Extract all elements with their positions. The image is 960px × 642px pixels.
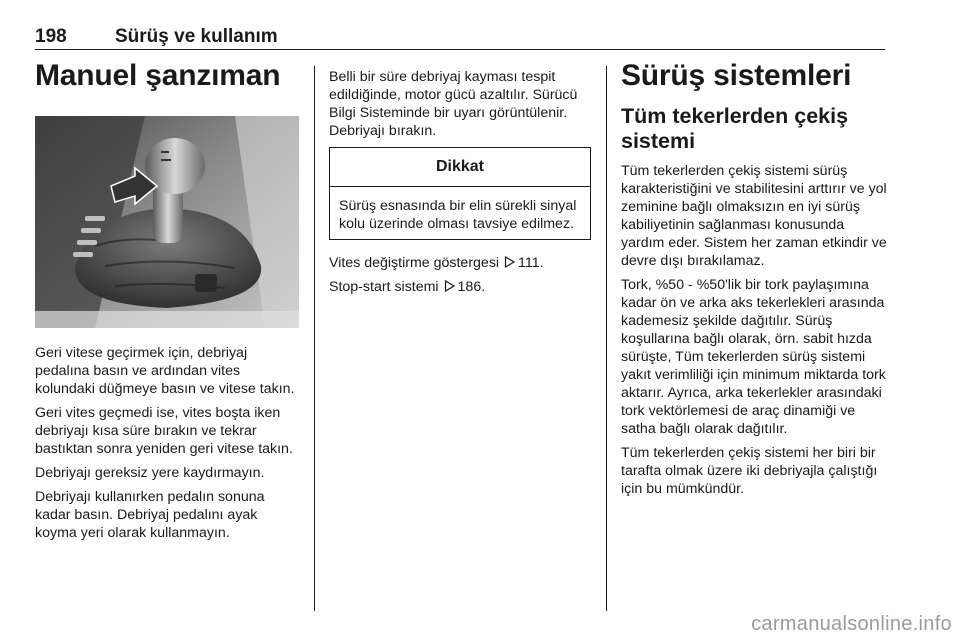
cross-reference-label: Stop-start sistemi xyxy=(329,279,439,295)
caution-box xyxy=(329,147,591,240)
caution-title: Dikkat xyxy=(330,148,590,187)
paragraph: Belli bir süre debriyaj kayması tespit edildiğinde, motor gücü azaltılır. Sürücü Bilgi Sisteminde bir uyarı görüntülenir. Debriyajı bırakın. xyxy=(329,69,578,139)
cross-reference-page: 186. xyxy=(457,279,486,295)
gear-shift-lever-photo xyxy=(35,116,299,328)
cross-reference-label: Vites değiştirme göstergesi xyxy=(329,255,500,271)
cross-reference-page: 111. xyxy=(518,255,544,271)
paragraph: Geri vites geçmedi ise, vites boşta iken debriyajı kısa süre bırakın ve tekrar bastıktan sonra yeniden geri vitese takın. xyxy=(35,405,293,457)
paragraph: Debriyajı gereksiz yere kaydırmayın. xyxy=(35,465,265,481)
column-divider-1 xyxy=(314,66,315,611)
cross-reference[interactable] xyxy=(329,254,591,272)
caution-text: Sürüş esnasında bir elin sürekli sinyal kolu üzerinde olması tavsiye edilmez. xyxy=(339,198,577,232)
page-reference-triangle-icon xyxy=(504,256,515,268)
paragraph: Tüm tekerlerden çekiş sistemi her biri bir tarafta olmak üzere iki debriyajla çalıştığı için bu mümkündür. xyxy=(621,445,878,497)
watermark: carmanualsonline.info xyxy=(751,613,952,635)
section-heading-manual-transmission: Manuel şanzıman xyxy=(35,59,281,92)
paragraph: Tüm tekerlerden çekiş sistemi sürüş karakteristiğini ve stabilitesini arttırır ve yol zeminine bağlı olmaksızın en iyi sürüş kabiliyetinin sağlanması konusunda yardım eder. Sistem her zaman etkindir ve devre dışı bırakılamaz. xyxy=(621,163,887,269)
column-2 xyxy=(329,68,591,302)
section-heading-driving-systems: Sürüş sistemleri xyxy=(621,59,852,92)
column-3 xyxy=(621,58,887,504)
column-1 xyxy=(35,58,299,548)
page-reference-triangle-icon xyxy=(444,280,455,292)
page-header xyxy=(35,26,885,50)
paragraph: Tork, %50 - %50'lik bir tork paylaşımına kadar ön ve arka aks tekerlekleri arasında kademesiz şekilde dağıtılır. Sürüş koşullarına bağlı olarak, örn. sabit hızda sürüşte, Tüm tekerlerden sürüş sistemi yakıt verimliliği için minimum miktarda tork aktarır. Ayrıca, arka tekerlekler arasındaki tork vektörlemesi de araç dinamiği ve satha bağlı olarak dağıtılır. xyxy=(621,277,886,437)
subsection-heading-awd: Tüm tekerlerden çekiş sistemi xyxy=(621,104,849,153)
cross-reference[interactable] xyxy=(329,278,591,296)
header-rule xyxy=(35,49,885,50)
paragraph: Geri vitese geçirmek için, debriyaj pedalına basın ve ardından vites kolundaki düğmeye basın ve vitese takın. xyxy=(35,345,295,397)
running-title: Sürüş ve kullanım xyxy=(115,26,278,47)
page-number: 198 xyxy=(35,26,67,47)
paragraph: Debriyajı kullanırken pedalın sonuna kadar basın. Debriyaj pedalını ayak koyma yeri olarak kullanmayın. xyxy=(35,489,265,541)
column-divider-2 xyxy=(606,66,607,611)
